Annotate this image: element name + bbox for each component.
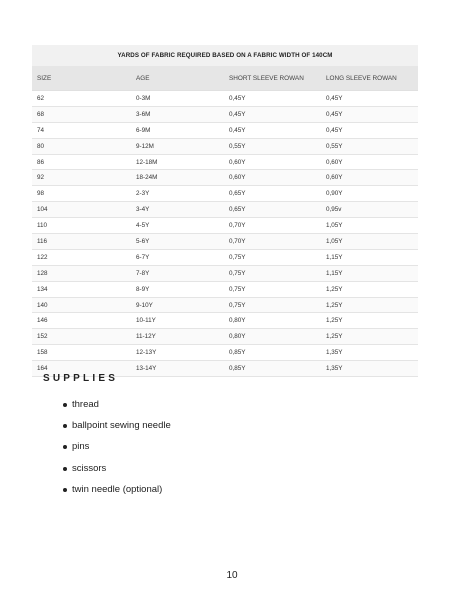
bullet-icon: [63, 424, 67, 428]
cell-age: 7-8Y: [131, 265, 224, 281]
table-row: [32, 345, 418, 361]
cell-long-sleeve: 1,25Y: [321, 329, 418, 345]
cell-age: 9-10Y: [131, 297, 224, 313]
table-header-row: [32, 66, 418, 91]
cell-age: 2-3Y: [131, 186, 224, 202]
list-item: [63, 394, 171, 415]
table-row: [32, 106, 418, 122]
cell-size: 128: [32, 265, 131, 281]
cell-age: 0-3M: [131, 91, 224, 107]
supplies-list: [63, 394, 171, 500]
cell-size: 146: [32, 313, 131, 329]
cell-short-sleeve: 0,55Y: [224, 138, 321, 154]
table-row: [32, 281, 418, 297]
table-title-row: [32, 45, 418, 66]
list-item: [63, 479, 171, 500]
list-item-label: thread: [72, 399, 99, 410]
cell-short-sleeve: 0,70Y: [224, 234, 321, 250]
table-row: [32, 297, 418, 313]
table-title: YARDS OF FABRIC REQUIRED BASED ON A FABRIC WIDTH OF 140CM: [32, 45, 418, 66]
cell-age: 5-6Y: [131, 234, 224, 250]
cell-long-sleeve: 0,45Y: [321, 91, 418, 107]
cell-long-sleeve: 1,35Y: [321, 345, 418, 361]
supplies-heading: SUPPLIES: [43, 373, 119, 384]
cell-size: 158: [32, 345, 131, 361]
cell-long-sleeve: 1,25Y: [321, 281, 418, 297]
cell-short-sleeve: 0,65Y: [224, 186, 321, 202]
cell-short-sleeve: 0,45Y: [224, 91, 321, 107]
cell-short-sleeve: 0,80Y: [224, 329, 321, 345]
cell-short-sleeve: 0,60Y: [224, 154, 321, 170]
list-item: [63, 458, 171, 479]
cell-long-sleeve: 0,95v: [321, 202, 418, 218]
cell-long-sleeve: 1,05Y: [321, 218, 418, 234]
cell-size: 152: [32, 329, 131, 345]
cell-size: 80: [32, 138, 131, 154]
cell-short-sleeve: 0,60Y: [224, 170, 321, 186]
cell-size: 104: [32, 202, 131, 218]
cell-size: 62: [32, 91, 131, 107]
bullet-icon: [63, 467, 67, 471]
cell-long-sleeve: 1,15Y: [321, 265, 418, 281]
cell-size: 98: [32, 186, 131, 202]
table-row: [32, 234, 418, 250]
cell-size: 140: [32, 297, 131, 313]
header-age: AGE: [131, 66, 224, 91]
bullet-icon: [63, 403, 67, 407]
cell-short-sleeve: 0,75Y: [224, 265, 321, 281]
cell-short-sleeve: 0,75Y: [224, 297, 321, 313]
cell-size: 116: [32, 234, 131, 250]
table-row: [32, 313, 418, 329]
cell-long-sleeve: 0,60Y: [321, 154, 418, 170]
cell-age: 12-13Y: [131, 345, 224, 361]
cell-short-sleeve: 0,45Y: [224, 122, 321, 138]
list-item: [63, 436, 171, 457]
bullet-icon: [63, 488, 67, 492]
cell-long-sleeve: 1,25Y: [321, 297, 418, 313]
list-item: [63, 415, 171, 436]
cell-age: 4-5Y: [131, 218, 224, 234]
table-row: [32, 91, 418, 107]
cell-size: 68: [32, 106, 131, 122]
cell-long-sleeve: 0,90Y: [321, 186, 418, 202]
cell-size: 86: [32, 154, 131, 170]
cell-long-sleeve: 0,45Y: [321, 106, 418, 122]
cell-age: 10-11Y: [131, 313, 224, 329]
header-size: SIZE: [32, 66, 131, 91]
list-item-label: scissors: [72, 462, 107, 474]
cell-age: 18-24M: [131, 170, 224, 186]
fabric-requirements-table: [32, 45, 418, 377]
table-row: [32, 329, 418, 345]
header-short-sleeve: SHORT SLEEVE ROWAN: [224, 66, 321, 91]
cell-size: 164: [32, 361, 131, 377]
cell-size: 74: [32, 122, 131, 138]
cell-size: 134: [32, 281, 131, 297]
cell-short-sleeve: 0,65Y: [224, 202, 321, 218]
table-row: [32, 202, 418, 218]
cell-short-sleeve: 0,85Y: [224, 345, 321, 361]
cell-short-sleeve: 0,80Y: [224, 313, 321, 329]
cell-age: 12-18M: [131, 154, 224, 170]
cell-age: 11-12Y: [131, 329, 224, 345]
table-row: [32, 170, 418, 186]
table-body: [32, 91, 418, 377]
cell-size: 122: [32, 249, 131, 265]
list-item-label: ballpoint sewing needle: [72, 420, 171, 432]
table-row: [32, 122, 418, 138]
cell-long-sleeve: 1,05Y: [321, 234, 418, 250]
cell-short-sleeve: 0,75Y: [224, 249, 321, 265]
bullet-icon: [63, 445, 67, 449]
cell-age: 9-12M: [131, 138, 224, 154]
table-row: [32, 138, 418, 154]
table-row: [32, 186, 418, 202]
cell-short-sleeve: 0,70Y: [224, 218, 321, 234]
cell-age: 3-4Y: [131, 202, 224, 218]
cell-short-sleeve: 0,85Y: [224, 361, 321, 377]
cell-age: 6-7Y: [131, 249, 224, 265]
table-row: [32, 265, 418, 281]
table-row: [32, 154, 418, 170]
cell-age: 13-14Y: [131, 361, 224, 377]
page-number: 10: [226, 570, 238, 581]
cell-size: 110: [32, 218, 131, 234]
cell-long-sleeve: 1,35Y: [321, 361, 418, 377]
table-row: [32, 218, 418, 234]
cell-age: 8-9Y: [131, 281, 224, 297]
cell-short-sleeve: 0,45Y: [224, 106, 321, 122]
list-item-label: twin needle (optional): [72, 483, 163, 495]
cell-age: 6-9M: [131, 122, 224, 138]
table-row: [32, 249, 418, 265]
header-long-sleeve: LONG SLEEVE ROWAN: [321, 66, 418, 91]
cell-short-sleeve: 0,75Y: [224, 281, 321, 297]
cell-long-sleeve: 0,55Y: [321, 138, 418, 154]
cell-age: 3-6M: [131, 106, 224, 122]
cell-size: 92: [32, 170, 131, 186]
list-item-label: pins: [72, 441, 90, 453]
cell-long-sleeve: 1,15Y: [321, 249, 418, 265]
cell-long-sleeve: 1,25Y: [321, 313, 418, 329]
cell-long-sleeve: 0,60Y: [321, 170, 418, 186]
cell-long-sleeve: 0,45Y: [321, 122, 418, 138]
